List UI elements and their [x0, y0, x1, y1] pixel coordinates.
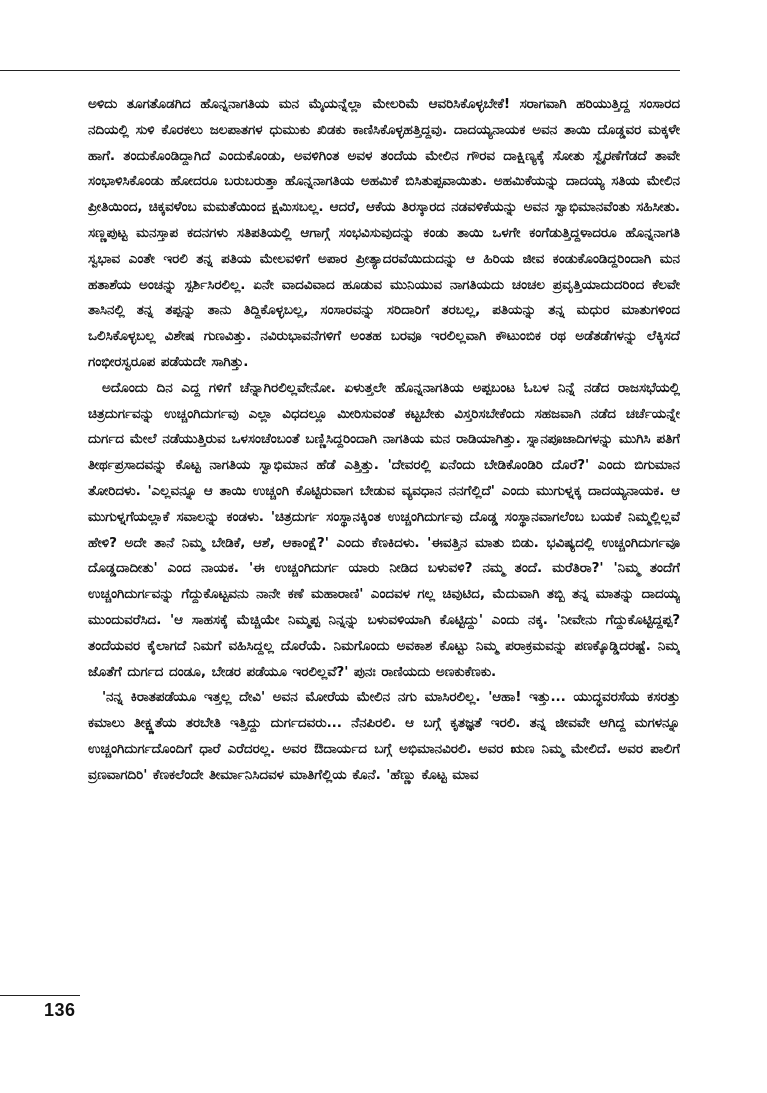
body-text	[88, 92, 680, 1022]
paragraph: 'ನನ್ನ ಕಿರಾತಪಡೆಯೂ ಇತ್ತಲ್ಲ ದೇವಿ' ಅವನ ಮೋರೆಯ ಮೇಲಿನ ನಗು ಮಾಸಿರಲಿಲ್ಲ. 'ಆಹಾ! ಇತ್ತು... ಯುದ್ಧವರಸೆಯ ಕಸರತ್ತು ಕಮಾಲು ತೀಕ್ಷ್ಣತೆಯ ತರಬೇತಿ ಇತ್ತಿದ್ದು ದುರ್ಗದವರು... ನೆನಪಿರಲಿ. ಆ ಬಗ್ಗೆ ಕೃತಜ್ಞತೆ ಇರಲಿ. ತನ್ನ ಜೀವವೇ ಆಗಿದ್ದ ಮಗಳನ್ನೂ ಉಚ್ಚಂಗಿದುರ್ಗದೊಂದಿಗೆ ಧಾರೆ ಎರೆದರಲ್ಲ. ಅವರ ಔದಾರ್ಯದ ಬಗ್ಗೆ ಅಭಿಮಾನವಿರಲಿ. ಅವರ ಋಣ ನಿಮ್ಮ ಮೇಲಿದೆ. ಅವರ ಪಾಲಿಗೆ ವ್ರಣವಾಗದಿರಿ' ಕೆಣಕಲೆಂದೇ ತೀರ್ಮಾನಿಸಿದವಳ ಮಾತಿಗೆಲ್ಲಿಯ ಕೊನೆ. 'ಹೆಣ್ಣು ಕೊಟ್ಟ ಮಾವ	[88, 689, 680, 783]
header-rule	[0, 70, 680, 71]
page-number: 136	[44, 1000, 76, 1020]
footer-rule	[0, 995, 80, 996]
paragraph: ಅಳಿದು ತೂಗತೊಡಗಿದ ಹೊನ್ನನಾಗತಿಯ ಮನ ಮೈಯನ್ನೆಲ್ಲಾ ಮೇಲರಿಮೆ ಆವರಿಸಿಕೊಳ್ಳಬೇಕೆ! ಸರಾಗವಾಗಿ ಹರಿಯುತ್ತಿದ್ದ ಸಂಸಾರದ ನದಿಯಲ್ಲಿ ಸುಳಿ ಕೊರಕಲು ಜಲಪಾತಗಳ ಧುಮುಕು ಖಿಡಕು ಕಾಣಿಸಿಕೊಳ್ಳಹತ್ತಿದ್ದವು. ದಾದಯ್ಯನಾಯಕ ಅವನ ತಾಯಿ ದೊಡ್ಡವರ ಮಕ್ಕಳೇ ಹಾಗೆ. ತಂದುಕೊಂಡಿದ್ದಾಗಿದೆ ಎಂದುಕೊಂಡು, ಅವಳಿಗಿಂತ ಅವಳ ತಂದೆಯ ಮೇಲಿನ ಗೌರವ ದಾಕ್ಷಿಣ್ಯಕ್ಕೆ ಸೋತು ಸ್ವೈರಣೆಗೆಡದೆ ತಾವೇ ಸಂಭಾಳಿಸಿಕೊಂಡು ಹೋದರೂ ಬರುಬರುತ್ತಾ ಹೊನ್ನನಾಗತಿಯ ಅಹಮಿಕೆ ಬಿಸಿತುಪ್ಪವಾಯಿತು. ಅಹಮಿಕೆಯನ್ನು ದಾದಯ್ಯ ಸತಿಯ ಮೇಲಿನ ಪ್ರೀತಿಯಿಂದ, ಚಿಕ್ಕವಳೆಂಬ ಮಮತೆಯಿಂದ ಕ್ಷಮಿಸಬಲ್ಲ. ಆದರೆ, ಆಕೆಯ ತಿರಸ್ಕಾರದ ನಡವಳಿಕೆಯನ್ನು ಅವನ ಸ್ವಾಭಿಮಾನವೆಂತು ಸಹಿಸೀತು. ಸಣ್ಣಪುಟ್ಟ ಮನಸ್ತಾಪ ಕದನಗಳು ಸತಿಪತಿಯಲ್ಲಿ ಆಗಾಗ್ಗೆ ಸಂಭವಿಸುವುದನ್ನು ಕಂಡು ತಾಯಿ ಒಳಗೇ ಕಂಗೆಡುತ್ತಿದ್ದಳಾದರೂ ಹೊನ್ನನಾಗತಿ ಸ್ವಭಾವ ಎಂತೇ ಇರಲಿ ತನ್ನ ಪತಿಯ ಮೇಲವಳಿಗೆ ಅಪಾರ ಪ್ರೀತ್ಯಾದರವೆಯಿದುದನ್ನು ಆ ಹಿರಿಯ ಜೀವ ಕಂಡುಕೊಂಡಿದ್ದರಿಂದಾಗಿ ಮನ ಹತಾಶೆಯ ಅಂಚನ್ನು ಸ್ಪರ್ಶಿಸಿರಲಿಲ್ಲ. ಏನೇ ವಾದವಿವಾದ ಹೂಡುವ ಮುನಿಯುವ ನಾಗತಿಯದು ಚಂಚಲ ಪ್ರವೃತ್ತಿಯಾದುದರಿಂದ ಕೆಲವೇ ತಾಸಿನಲ್ಲಿ ತನ್ನ ತಪ್ಪನ್ನು ತಾನು ತಿದ್ದಿಕೊಳ್ಳಬಲ್ಲ, ಸಂಸಾರವನ್ನು ಸರಿದಾರಿಗೆ ತರಬಲ್ಲ, ಪತಿಯನ್ನು ತನ್ನ ಮಧುರ ಮಾತುಗಳಿಂದ ಒಲಿಸಿಕೊಳ್ಳಬಲ್ಲ ವಿಶೇಷ ಗುಣವಿತ್ತು. ನವಿರುಭಾವನೆಗಳಿಗೆ ಅಂತಹ ಬರವೂ ಇರಲಿಲ್ಲವಾಗಿ ಕೌಟುಂಬಿಕ ರಥ ಅಡೆತಡೆಗಳನ್ನು ಲೆಕ್ಕಿಸದೆ ಗಂಭೀರಸ್ವರೂಪ ಪಡೆಯದೇ ಸಾಗಿತ್ತು.	[88, 96, 680, 370]
paragraph: ಅದೊಂದು ದಿನ ಎದ್ದ ಗಳಿಗೆ ಚೆನ್ನಾಗಿರಲಿಲ್ಲವೇನೋ. ಏಳುತ್ತಲೇ ಹೊನ್ನನಾಗತಿಯ ಅಪ್ಪಬಂಟ ಓಬಳ ನಿನ್ನೆ ನಡೆದ ರಾಜಸಭೆಯಲ್ಲಿ ಚಿತ್ರದುರ್ಗವನ್ನು ಉಚ್ಚಂಗಿದುರ್ಗವು ಎಲ್ಲಾ ವಿಧದಲ್ಲೂ ಮೀರಿಸುವಂತೆ ಕಟ್ಟಬೇಕು ವಿಸ್ತರಿಸಬೇಕೆಂದು ಸಹಜವಾಗಿ ನಡೆದ ಚರ್ಚೆಯನ್ನೇ ದುರ್ಗದ ಮೇಲೆ ನಡೆಯುತ್ತಿರುವ ಒಳಸಂಚೆಂಬಂತೆ ಬಣ್ಣಿಸಿದ್ದರಿಂದಾಗಿ ನಾಗತಿಯ ಮನ ರಾಡಿಯಾಗಿತ್ತು. ಸ್ನಾನಪೂಜಾದಿಗಳನ್ನು ಮುಗಿಸಿ ಪತಿಗೆ ತೀರ್ಥಪ್ರಸಾದವನ್ನು ಕೊಟ್ಟ ನಾಗತಿಯ ಸ್ವಾಭಿಮಾನ ಹೆಡೆ ಎತ್ತಿತ್ತು. 'ದೇವರಲ್ಲಿ ಏನೆಂದು ಬೇಡಿಕೊಂಡಿರಿ ದೊರೆ?' ಎಂದು ಬಿಗುಮಾನ ತೋರಿದಳು. 'ಎಲ್ಲವನ್ನೂ ಆ ತಾಯಿ ಉಚ್ಚಂಗಿ ಕೊಟ್ಟಿರುವಾಗ ಬೇಡುವ ವ್ಯವಧಾನ ನನಗೆಲ್ಲಿದೆ' ಎಂದು ಮುಗುಳ್ನಕ್ಕ ದಾದಯ್ಯನಾಯಕ. ಆ ಮುಗುಳ್ನಗೆಯಲ್ಲಾಕೆ ಸವಾಲನ್ನು ಕಂಡಳು. 'ಚಿತ್ರದುರ್ಗ ಸಂಸ್ಥಾನಕ್ಕಿಂತ ಉಚ್ಚಂಗಿದುರ್ಗವು ದೊಡ್ಡ ಸಂಸ್ಥಾನವಾಗಲೆಂಬ ಬಯಕೆ ನಿಮ್ಮಲ್ಲಿಲ್ಲವೆ ಹೇಳಿ? ಅದೇ ತಾನೆ ನಿಮ್ಮ ಬೇಡಿಕೆ, ಆಶೆ, ಆಕಾಂಕ್ಷೆ?' ಎಂದು ಕೆಣಕಿದಳು. 'ಈವತ್ತಿನ ಮಾತು ಬಿಡು. ಭವಿಷ್ಯದಲ್ಲಿ ಉಚ್ಚಂಗಿದುರ್ಗವೂ ದೊಡ್ಡದಾದೀತು' ಎಂದ ನಾಯಕ. 'ಈ ಉಚ್ಚಂಗಿದುರ್ಗ ಯಾರು ನೀಡಿದ ಬಳುವಳಿ? ನಮ್ಮ ತಂದೆ. ಮರೆತಿರಾ?' 'ನಿಮ್ಮ ತಂದೆಗೆ ಉಚ್ಚಂಗಿದುರ್ಗವನ್ನು ಗೆದ್ದುಕೊಟ್ಟವನು ನಾನೇ ಕಣೆ ಮಹಾರಾಣಿ' ಎಂದವಳ ಗಲ್ಲ ಚಿವುಟಿದ, ಮೆದುವಾಗಿ ತಬ್ಬಿ ತನ್ನ ಮಾತನ್ನು ದಾದಯ್ಯ ಮುಂದುವರೆಸಿದ. 'ಆ ಸಾಹಸಕ್ಕೆ ಮೆಚ್ಚಿಯೇ ನಿಮ್ಮಪ್ಪ ನಿನ್ನನ್ನು ಬಳುವಳಿಯಾಗಿ ಕೊಟ್ಟಿದ್ದು' ಎಂದು ನಕ್ಕ. 'ನೀವೇನು ಗೆದ್ದುಕೊಟ್ಟಿದ್ದಪ್ಪ? ತಂದೆಯವರ ಕೈಲಾಗದೆ ನಿಮಗೆ ವಹಿಸಿದ್ದಲ್ಲ ದೊರೆಯೆ. ನಿಮಗೊಂದು ಅವಕಾಶ ಕೊಟ್ಟು ನಿಮ್ಮ ಪರಾಕ್ರಮವನ್ನು ಪಣಕ್ಕೊಡ್ಡಿದರಷ್ಟೆ. ನಿಮ್ಮ ಜೊತೆಗೆ ದುರ್ಗದ ದಂಡೂ, ಬೇಡರ ಪಡೆಯೂ ಇರಲಿಲ್ಲವೆ?' ಪುನಃ ರಾಣಿಯದು ಅಣಕುಕೆಣಕು.	[88, 379, 680, 680]
